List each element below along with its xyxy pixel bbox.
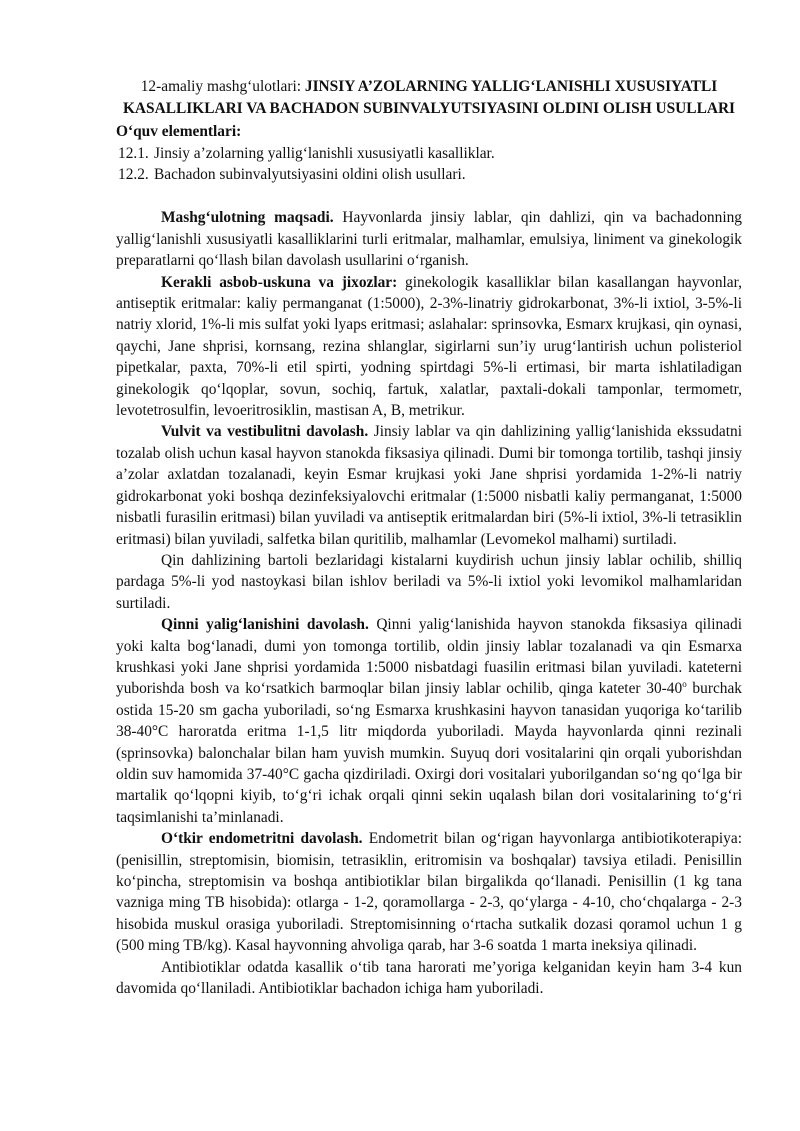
paragraph-text: Qin dahlizining bartoli bezlaridagi kistalarni kuydirish uchun jinsiy lablar ochilib, shilliq pardaga 5%-li yod nastoykasi bilan ishlov beriladi va 5%-li ixtiol yoki levomikol malhamlaridan surtiladi. — [116, 551, 742, 612]
paragraph-lead: Mashg‘ulotning maqsadi. — [161, 209, 334, 227]
paragraph-text: Jinsiy lablar va qin dahlizining yallig‘lanishida ekssudatni tozalab olish uchun kasal hayvon stanokda fiksasiya qilinadi. Dumi bir tomonga tortilib, tashqi jinsiy a’zolar axlatdan tozalanadi, keyin Esmar krujkasi yoki Jane shprisi yordamida 1-2%-li natriy gidrokarbonat yoki boshqa dezinfeksiyalovchi eritmalar (1:5000 nisbatli kaliy permanganat, 1:5000 nisbatli furasilin eritmasi) bilan yuviladi va antiseptik eritmalardan biri (5%-li ixtiol, 3%-li tetrasiklin eritmasi) bilan yuviladi, salfetka bilan quritilib, malhamlar (Levomekol malhami) surtiladi. — [116, 423, 742, 548]
paragraph-equipment — [116, 272, 742, 422]
paragraph-lead: Vulvit va vestibulitni davolash. — [161, 423, 369, 441]
page-title — [116, 76, 742, 119]
paragraph-vaginitis-treatment — [116, 614, 742, 828]
paragraph-lead: Kerakli asbob-uskuna va jixozlar: — [161, 273, 398, 291]
list-item-number: 12.2. — [118, 166, 149, 183]
paragraph-text: ginekologik kasalliklar bilan kasallangan hayvonlar, antiseptik eritmalar: kaliy permanganat (1:5000), 2-3%-linatriy gidrokarbonat, 3%-li ixtiol, 3-5%-li natriy xlorid, 1%-li mis sulfat yoki lyaps eritmasi; aslahalar: sprinsovka, Esmarx krujkasi, qin oynasi, qaychi, Jane shprisi, kornsang, rezina shlanglar, sigirlarni sun’iy urug‘lantirish uchun polisteriol pipetkalar, paxta, 70%-li etil spirti, yodning spirtdagi 5%-li ertimasi, bir marta ishlatiladigan ginekologik qo‘lqoplar, sovun, sochiq, fartuk, xalatlar, paxtali-dokali tamponlar, termometr, levotetrosulfin, levoeritrosiklin, mastisan A, B, metrikur. — [116, 273, 742, 420]
paragraph-endometritis-treatment — [116, 828, 742, 956]
list-item-text: Bachadon subinvalyutsiyasini oldini olish usullari. — [154, 166, 466, 183]
paragraph-text: Qinni yalig‘lanishida hayvon stanokda fiksasiya qilinadi yoki kalta bog‘lanadi, dumi yon tomonga tortilib, oldin jinsiy lablar tozalanadi va qin Esmarxa krushkasi yoki Jane shprisi yordamida 1:5000 nisbatdagi fuasilin eritmasi bilan yuviladi. kateterni yuborishda bosh va ko‘rsatkich barmoqlar bilan jinsiy lablar ochilib, qinga kateter 30-40 — [116, 616, 742, 698]
list-item-text: Jinsiy a’zolarning yallig‘lanishli xususiyatli kasalliklar. — [154, 144, 495, 162]
paragraph-text: burchak ostida 15-20 sm gacha yuboriladi, so‘ng Esmarxa krushkasini hayvon tanasidan yuqoriga ko‘tarilib 38-40°C haroratda eritma 1-1,5 litr miqdorda yuboriladi. Mayda hayvonlarda qinni rezinali (sprinsovka) balonchalar bilan ham yuvish mumkin. Suyuq dori vositalarini qin orqali yuborishdan oldin suv hamomida 37-40°C gacha qizdiriladi. Oxirgi dori vositalari yuborilgandan so‘ng qo‘lga bir martalik qo‘lqopni kiyib, to‘g‘ri ichak orqali qinni sekin uqalash bilan dori vositalarining to‘g‘ri taqsimlanishi ta’minlanadi. — [116, 680, 742, 826]
paragraph-vulvitis-treatment — [116, 421, 742, 549]
paragraph-lead: O‘tkir endometritni davolash. — [161, 830, 363, 848]
paragraph-antibiotics — [116, 957, 742, 1000]
paragraph-goal — [116, 207, 742, 271]
learning-elements-heading: O‘quv elementlari: — [116, 123, 242, 141]
paragraph-text: Hayvonlarda jinsiy lablar, qin dahlizi, qin va bachadonning yallig‘lanishli xususiyatli kasalliklarini turli eritmalar, malhamlar, emulsiya, liniment va ginekologik preparatlarni qo‘llash bilan davolash usullarini o‘rganish. — [116, 209, 742, 270]
title-prefix: 12-amaliy mashg‘ulotlari: — [140, 78, 305, 95]
paragraph-text: Antibiotiklar odatda kasallik o‘tib tana harorati me’yoriga kelganidan keyin ham 3-4 kun davomida qo‘llaniladi. Antibiotiklar bachadon ichiga ham yuboriladi. — [116, 958, 742, 998]
degree-superscript: o — [682, 679, 687, 690]
list-item — [118, 164, 742, 185]
title-text: JINSIY A’ZOLARNING YALLIG‘LANISHLI XUSUSIYATLI KASALLIKLARI VA BACHADON SUBINVALYUTSIYASINI OLDINI OLISH USULLARI — [122, 78, 736, 117]
learning-elements-list — [118, 143, 742, 186]
section-spacer — [116, 185, 742, 207]
list-item-number: 12.1. — [118, 144, 149, 162]
paragraph-bartholin-cysts — [116, 550, 742, 614]
paragraph-text: Endometrit bilan og‘rigan hayvonlarga antibiotikoterapiya: (penisillin, streptomisin, biomisin, tetrasiklin, eritromisin va boshqalar) tavsiya etiladi. Penisillin ko‘pincha, streptomisin va boshqa antibiotiklar bilan birgalikda qo‘llanadi. Penisillin (1 kg tana vazniga ming TB hisobida): otlarga - 1-2, qoramollarga - 2-3, qo‘ylarga - 4-10, cho‘chqalarga - 2-3 hisobida muskul orasiga yuboriladi. Streptomisinning o‘rtacha sutkalik dozasi qoramol uchun 1 g (500 ming TB/kg). Kasal hayvonning ahvoliga qarab, har 3-6 soatda 1 marta ineksiya qilinadi. — [116, 830, 742, 955]
paragraph-lead: Qinni yalig‘lanishini davolash. — [161, 616, 369, 634]
list-item — [118, 143, 742, 164]
